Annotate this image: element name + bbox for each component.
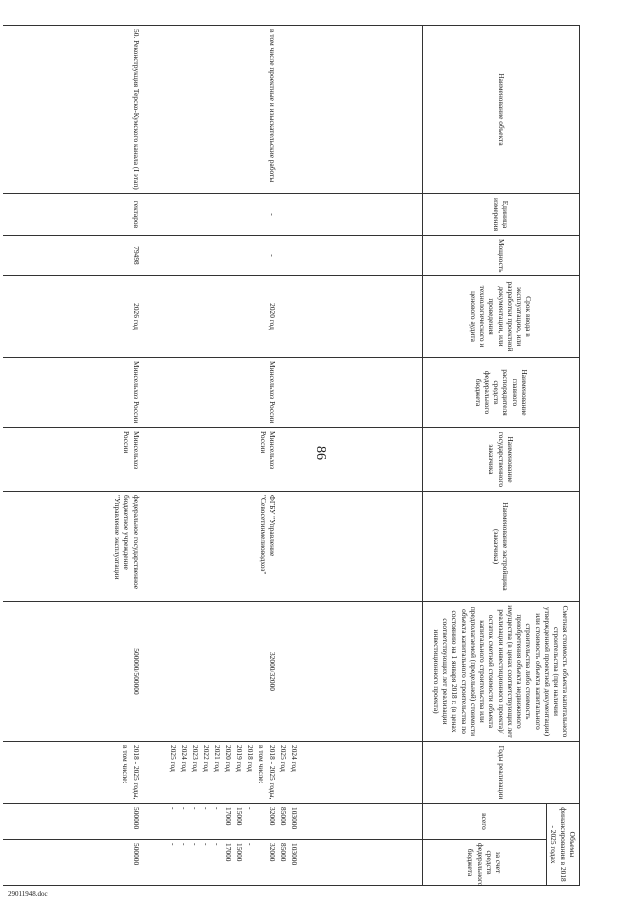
table-row bbox=[143, 26, 423, 886]
federal-item: 103000 bbox=[290, 843, 300, 866]
footer-filename: 29011948.doc bbox=[8, 890, 48, 898]
federal-item: - bbox=[213, 843, 223, 846]
row2-years bbox=[3, 742, 143, 804]
year-item: 2020 год bbox=[224, 745, 234, 772]
year-item: 2023 год bbox=[191, 745, 201, 772]
row1-unit: - bbox=[143, 194, 423, 236]
total-item: 15000 bbox=[235, 807, 245, 826]
federal-item: 500000 bbox=[131, 843, 141, 866]
federal-item: - bbox=[180, 843, 190, 846]
row1-deadline: 2020 год bbox=[143, 276, 423, 358]
year-item: 2024 год bbox=[180, 745, 190, 772]
row1-years bbox=[143, 742, 423, 804]
header-cost: Сметная стоимость объекта капитального строительства (при наличии утвержденной проектной документации) или стоимость объекта капитального строительства либо стоимость приобретения объекта недвижимого имущества (в ценах соответствующих лет реализации инвестиционного проекта)/остаток сметной стоимости объекта капитального строительства или предполагаемой (предельной) стоимости объекта капитального строительства по состоянию на 1 января 2018 г. (в ценах соответствующих лет реализации инвестиционного проекта) bbox=[423, 602, 580, 742]
year-item: 2021 год bbox=[213, 745, 223, 772]
row2-name-text: Реконструкция Терско-Кумского канала (I этап) bbox=[131, 40, 141, 190]
total-item: 85000 bbox=[279, 807, 289, 826]
header-developer: Наименование застройщика (заказчика) bbox=[423, 492, 580, 602]
header-name: Наименование объекта bbox=[423, 26, 580, 194]
page-number: 86 bbox=[313, 446, 328, 460]
total-item: - bbox=[213, 807, 223, 810]
total-item: - bbox=[191, 807, 201, 810]
total-item: 103000 bbox=[290, 807, 300, 830]
header-total: всего bbox=[423, 804, 547, 840]
row2-deadline: 2026 год bbox=[3, 276, 143, 358]
row2-federal bbox=[3, 840, 143, 886]
total-item: 500000 bbox=[131, 807, 141, 830]
federal-item: 85000 bbox=[279, 843, 289, 862]
federal-item: - bbox=[202, 843, 212, 846]
total-item: - bbox=[202, 807, 212, 810]
header-funding: Объемы финансирования в 2018 - 2025 годах bbox=[547, 804, 580, 886]
federal-item: 15000 bbox=[235, 843, 245, 862]
row2-manager: Минсельхоз России bbox=[3, 358, 143, 428]
row1-federal bbox=[143, 840, 423, 886]
header-manager: Наименование главного распорядителя средств федерального бюджета bbox=[423, 358, 580, 428]
header-years: Годы реализации bbox=[423, 742, 580, 804]
row2-cost: 500000/500000 bbox=[3, 602, 143, 742]
total-item bbox=[255, 807, 266, 836]
row2-capacity: 79498 bbox=[3, 236, 143, 276]
federal-item bbox=[255, 843, 266, 882]
total-item: - bbox=[169, 807, 179, 810]
row1-cost: 32000/32000 bbox=[143, 602, 423, 742]
year-item: 2018 год bbox=[246, 745, 256, 772]
total-item: 17000 bbox=[224, 807, 234, 826]
row2-number: 50. bbox=[131, 29, 141, 39]
federal-item: - bbox=[246, 843, 256, 846]
year-item: в том числе: bbox=[120, 745, 130, 784]
federal-item: 32000 bbox=[268, 843, 278, 862]
header-federal: за счет средств федерального бюджета bbox=[423, 840, 547, 886]
row1-name-text: в том числе проектные и изыскательские работы bbox=[268, 29, 278, 183]
total-item: - bbox=[246, 807, 256, 810]
row1-name bbox=[143, 26, 423, 194]
row1-manager: Минсельхоз России bbox=[143, 358, 423, 428]
row2-developer: федеральное государственное бюджетное учреждение "Управление эксплуатации bbox=[3, 492, 143, 602]
federal-item: - bbox=[191, 843, 201, 846]
total-item: 32000 bbox=[268, 807, 278, 826]
header-deadline: Срок ввода в эксплуатацию, или разработки проектной документации, или проведения технологического и ценового аудита bbox=[423, 276, 580, 358]
row1-total bbox=[143, 804, 423, 840]
row1-capacity: - bbox=[143, 236, 423, 276]
row2-customer: Минсельхоз России bbox=[3, 428, 143, 492]
row1-customer: Минсельхоз России bbox=[143, 428, 423, 492]
year-item: 2022 год bbox=[202, 745, 212, 772]
header-unit: Единица измерения bbox=[423, 194, 580, 236]
rotated-table-container bbox=[20, 25, 580, 885]
year-item: 2025 год bbox=[279, 745, 289, 772]
federal-item: - bbox=[169, 843, 179, 846]
row2-unit: гектаров bbox=[3, 194, 143, 236]
year-item: 2018 - 2025 годы, bbox=[268, 745, 278, 800]
year-item: 2019 год bbox=[235, 745, 245, 772]
header-capacity: Мощность bbox=[423, 236, 580, 276]
investment-table bbox=[3, 25, 580, 886]
row2-name bbox=[3, 26, 143, 194]
year-item: 2024 год bbox=[290, 745, 300, 772]
total-item: - bbox=[180, 807, 190, 810]
federal-item: 17000 bbox=[224, 843, 234, 862]
year-item: в том числе: bbox=[257, 745, 267, 784]
table-row bbox=[3, 26, 143, 886]
row1-developer: ФГБУ "Управление "Севосетинмелиоводхоз" bbox=[143, 492, 423, 602]
row2-total bbox=[3, 804, 143, 840]
header-customer: Наименование государственного заказчика bbox=[423, 428, 580, 492]
year-item: 2018 - 2025 годы, bbox=[131, 745, 141, 800]
year-item: 2025 год bbox=[169, 745, 179, 772]
